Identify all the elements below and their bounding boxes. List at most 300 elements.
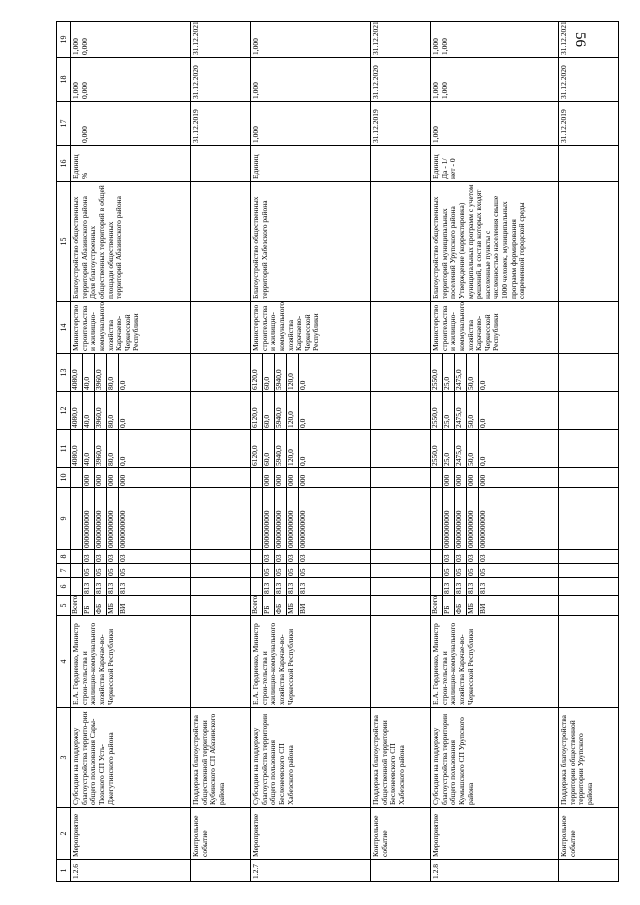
column-15-cell: Благоустройство общественных территорий Хабезского района (251, 182, 371, 302)
financing-value: 60,0 (263, 430, 275, 467)
rotated-document (56, 21, 594, 882)
column-13-cell (431, 354, 559, 392)
column-number-8: 8 (57, 550, 71, 564)
column-number-7: 7 (57, 564, 71, 578)
empty-cell (371, 354, 431, 392)
row-type: Контрольное событие (559, 808, 619, 860)
financing-value (251, 578, 263, 595)
financing-value: 120,0 (287, 430, 299, 467)
empty-cell (371, 468, 431, 488)
financing-value: 2475,0 (455, 354, 467, 391)
financing-value: МБ (467, 596, 479, 615)
column-19-cell: 1,000 (251, 22, 371, 58)
financing-value: МБ (287, 596, 299, 615)
column-number-10: 10 (57, 468, 71, 488)
column-16-cell: Единиц % (71, 146, 191, 182)
column-number-9: 9 (57, 488, 71, 550)
financing-value: 05 (467, 564, 479, 577)
column-number-4: 4 (57, 616, 71, 708)
financing-breakdown (71, 468, 130, 487)
financing-value: 05 (287, 564, 299, 577)
column-10-cell (431, 468, 559, 488)
column-10-cell (71, 468, 191, 488)
financing-value: 2550,0 (430, 445, 439, 466)
financing-value: 813 (467, 578, 479, 595)
financing-value: 0,0 (479, 354, 491, 391)
column-number-19: 19 (57, 22, 71, 58)
financing-value: 05 (455, 564, 467, 577)
row-type: Мероприятие (71, 808, 191, 860)
financing-value: 0000000000 (95, 488, 107, 549)
financing-value: 5940,0 (275, 354, 287, 391)
financing-value: 25,0 (443, 354, 455, 391)
empty-cell (191, 550, 251, 564)
financing-value: 813 (455, 578, 467, 595)
responsible-executor: Е.А. Гордиенко, Министр строи-тельства и жилищно-коммунального хозяйства Карачае-во-Черкесской Республики (251, 616, 371, 708)
financing-value: РБ (443, 596, 455, 615)
financing-value (251, 564, 263, 577)
financing-value: 2475,0 (455, 430, 467, 467)
financing-value: Всего (430, 595, 439, 614)
responsible-executor: Е.А. Гордиенко, Министр строи-тельства и жилищно-коммунального хозяйства Карачае-во-Черкесской Республики (71, 616, 191, 708)
empty-cell (371, 564, 431, 578)
responsible-executor: Е.А. Гордиенко, Министр строи-тельства и жилищно-коммунального хозяйства Карачае-во-Черкесской Республики (431, 616, 559, 708)
financing-value: 03 (83, 550, 95, 563)
empty-cell (191, 392, 251, 430)
financing-value: 80,0 (107, 430, 119, 467)
column-number-1: 1 (57, 860, 71, 882)
row-name: Поддержка благоустройства общественной территории Бесленеевского СП Хабезского района (371, 708, 431, 808)
financing-value: 05 (443, 564, 455, 577)
empty-cell (371, 182, 431, 302)
financing-value: 0,0 (119, 430, 131, 467)
financing-value: ФБ (455, 596, 467, 615)
row-number: 1.2.8 (431, 860, 559, 882)
financing-value: 0,0 (119, 392, 131, 429)
control-date: 31.12.2020 (559, 58, 619, 102)
column-10-cell (251, 468, 371, 488)
financing-value: 3960,0 (95, 354, 107, 391)
empty-cell (371, 488, 431, 550)
financing-value: 0000000000 (107, 488, 119, 549)
column-5-cell (431, 596, 559, 616)
activity-row (71, 22, 191, 882)
column-number-6: 6 (57, 578, 71, 596)
financing-value: Всего (70, 595, 79, 614)
column-number-2: 2 (57, 808, 71, 860)
column-number-16: 16 (57, 146, 71, 182)
financing-breakdown (251, 550, 310, 563)
column-15-cell: Благоустройство общественных территорий Абазинского района Доля благоустроенных общественных территорий в общей площади общественных территорий Абазинского района (71, 182, 191, 302)
financing-value: 80,0 (107, 354, 119, 391)
financing-value: 0000000000 (479, 488, 491, 549)
empty-cell (559, 302, 619, 354)
financing-value: 80,0 (107, 392, 119, 429)
financing-value: 4080,0 (70, 445, 79, 466)
financing-value (431, 550, 443, 563)
column-9-cell (251, 488, 371, 550)
column-14-cell: Министерство строительства и жилищно-коммунального хозяйства Карачаево-Черкесской Республики (71, 302, 191, 354)
financing-value: 03 (287, 550, 299, 563)
financing-breakdown (71, 550, 130, 563)
empty-cell (559, 430, 619, 468)
column-18-cell: 1,000 (251, 58, 371, 102)
column-15-cell: Благоустройство общественных территорий муниципальных поселений Урупского района Утверждение (корректировка) муниципальных программ с учетом решений, в состав которых входят населенные пункты с численностью населения свыше 1000 человек, муниципальных программ формирования современной городской среды (431, 182, 559, 302)
financing-value (71, 578, 83, 595)
financing-breakdown (251, 578, 310, 595)
column-11-cell (71, 430, 191, 468)
column-12-cell (251, 392, 371, 430)
row-name: Субсидии на поддержку благоустройства территории общего пользования Бесленеевского СП Хабезского района (251, 708, 371, 808)
empty-cell (559, 550, 619, 564)
empty-cell (559, 182, 619, 302)
control-event-row (371, 22, 431, 882)
financing-value: 50,0 (467, 354, 479, 391)
financing-value: 60,0 (263, 392, 275, 429)
financing-value: 05 (119, 564, 131, 577)
row-name: Поддержка благоустройства территории общественной территории Урупского района (559, 708, 619, 808)
financing-value: МБ (107, 596, 119, 615)
column-9-cell (431, 488, 559, 550)
financing-value (431, 468, 443, 487)
column-number-18: 18 (57, 58, 71, 102)
column-19-cell: 1,000 0,000 (71, 22, 191, 58)
column-16-cell: Единиц Да - 1/ нет - 0 (431, 146, 559, 182)
control-event-row (559, 22, 619, 882)
financing-breakdown (71, 430, 130, 467)
column-12-cell (431, 392, 559, 430)
page-number: 56 (572, 32, 588, 47)
column-6-cell (71, 578, 191, 596)
empty-cell (371, 616, 431, 708)
financing-value: 813 (287, 578, 299, 595)
financing-breakdown (431, 468, 490, 487)
column-11-cell (431, 430, 559, 468)
row-type: Контрольное событие (191, 808, 251, 860)
program-table-container (56, 21, 594, 882)
financing-value: 813 (479, 578, 491, 595)
column-8-cell (71, 550, 191, 564)
financing-value: ВИ (119, 596, 131, 615)
empty-cell (191, 564, 251, 578)
row-name: Субсидии на поддержку благоустройства террито-рии общего пользования Сары-Тюзского СП Усть-Джегутинского района (71, 708, 191, 808)
financing-breakdown (71, 596, 130, 615)
financing-value: 6120,0 (250, 369, 259, 390)
empty-cell (371, 596, 431, 616)
financing-value (251, 550, 263, 563)
empty-cell (371, 302, 431, 354)
empty-cell (191, 146, 251, 182)
row-number: 1.2.7 (251, 860, 371, 882)
control-date: 31.12.2020 (371, 58, 431, 102)
financing-value: 0,0 (479, 430, 491, 467)
financing-value: 05 (299, 564, 311, 577)
financing-value: 0000000000 (299, 488, 311, 549)
financing-value: 05 (263, 564, 275, 577)
financing-value: 5940,0 (275, 430, 287, 467)
column-13-cell (71, 354, 191, 392)
control-date: 31.12.2021 (371, 22, 431, 58)
financing-value: 03 (299, 550, 311, 563)
activity-row (251, 22, 371, 882)
financing-breakdown (251, 392, 310, 429)
financing-value: 0,0 (299, 354, 311, 391)
empty-cell (559, 564, 619, 578)
financing-breakdown (431, 550, 490, 563)
financing-value: 0,0 (119, 354, 131, 391)
financing-value: 813 (275, 578, 287, 595)
empty-cell (371, 430, 431, 468)
financing-value: 000 (275, 468, 287, 487)
column-11-cell (251, 430, 371, 468)
column-number-12: 12 (57, 392, 71, 430)
column-17-cell: 1,000 (431, 102, 559, 146)
column-19-cell: 1,000 1,000 (431, 22, 559, 58)
financing-value: 6120,0 (250, 407, 259, 428)
column-5-cell (71, 596, 191, 616)
column-6-cell (431, 578, 559, 596)
financing-value: 0000000000 (467, 488, 479, 549)
column-7-cell (71, 564, 191, 578)
financing-value: 000 (455, 468, 467, 487)
column-16-cell: Единиц (251, 146, 371, 182)
financing-value: 2550,0 (430, 369, 439, 390)
financing-value: 000 (95, 468, 107, 487)
financing-breakdown (431, 392, 490, 429)
financing-value: 3960,0 (95, 430, 107, 467)
financing-value: 5940,0 (275, 392, 287, 429)
financing-value: ФБ (95, 596, 107, 615)
column-number-14: 14 (57, 302, 71, 354)
empty-cell (191, 578, 251, 596)
program-activities-table (56, 21, 619, 882)
empty-cell (559, 392, 619, 430)
column-14-cell: Министерство строительства и жилищно-коммунального хозяйства Карачаево-Черкесской Республики (251, 302, 371, 354)
financing-value: 2475,0 (455, 392, 467, 429)
financing-value: 000 (467, 468, 479, 487)
financing-value: 25,0 (443, 392, 455, 429)
column-13-cell (251, 354, 371, 392)
financing-value: 0000000000 (455, 488, 467, 549)
financing-value: РБ (83, 596, 95, 615)
row-name: Поддержка благоустройства общественной территории Кубинского СП Абазинского района (191, 708, 251, 808)
financing-value: 05 (479, 564, 491, 577)
financing-value: 0000000000 (275, 488, 287, 549)
control-date: 31.12.2020 (191, 58, 251, 102)
financing-breakdown (431, 596, 490, 615)
financing-value: 2550,0 (430, 407, 439, 428)
financing-value: ВИ (479, 596, 491, 615)
financing-value: 120,0 (287, 392, 299, 429)
financing-value: РБ (263, 596, 275, 615)
financing-value: 0000000000 (443, 488, 455, 549)
financing-value: 03 (119, 550, 131, 563)
financing-value: 05 (107, 564, 119, 577)
financing-value: 05 (275, 564, 287, 577)
financing-value: 0,0 (299, 430, 311, 467)
financing-value: 000 (287, 468, 299, 487)
financing-value: 0000000000 (287, 488, 299, 549)
control-date: 31.12.2021 (559, 22, 619, 58)
financing-value (431, 564, 443, 577)
financing-breakdown (71, 564, 130, 577)
financing-value: 0000000000 (119, 488, 131, 549)
financing-value: Всего (250, 595, 259, 614)
column-18-cell: 1,000 0,000 (71, 58, 191, 102)
financing-value: 50,0 (467, 392, 479, 429)
financing-value: 120,0 (287, 354, 299, 391)
financing-value (251, 488, 263, 549)
financing-breakdown (251, 488, 310, 549)
financing-breakdown (251, 354, 310, 391)
column-number-5: 5 (57, 596, 71, 616)
financing-value: 813 (107, 578, 119, 595)
financing-value: 03 (95, 550, 107, 563)
financing-value: 813 (95, 578, 107, 595)
financing-value: 03 (275, 550, 287, 563)
row-name: Субсидии на поддержку благоустройства территории общего пользования Кумышского СП Урупского района (431, 708, 559, 808)
empty-cell (191, 354, 251, 392)
empty-cell (191, 616, 251, 708)
empty-cell (191, 182, 251, 302)
financing-value: 40,0 (83, 430, 95, 467)
row-number (559, 860, 619, 882)
empty-cell (559, 468, 619, 488)
financing-breakdown (71, 578, 130, 595)
financing-value: 000 (479, 468, 491, 487)
empty-cell (559, 616, 619, 708)
financing-value: 000 (299, 468, 311, 487)
row-number (191, 860, 251, 882)
empty-cell (191, 430, 251, 468)
empty-cell (559, 354, 619, 392)
empty-cell (371, 392, 431, 430)
column-17-cell: 0,000 (71, 102, 191, 146)
financing-value: 0000000000 (263, 488, 275, 549)
financing-value: 25,0 (443, 430, 455, 467)
control-event-row (191, 22, 251, 882)
financing-breakdown (71, 392, 130, 429)
column-number-13: 13 (57, 354, 71, 392)
column-number-3: 3 (57, 708, 71, 808)
financing-breakdown (251, 564, 310, 577)
empty-cell (191, 468, 251, 488)
column-number-11: 11 (57, 430, 71, 468)
column-7-cell (431, 564, 559, 578)
empty-cell (371, 578, 431, 596)
financing-value: 813 (299, 578, 311, 595)
empty-cell (371, 146, 431, 182)
financing-value: 000 (119, 468, 131, 487)
financing-value: 000 (107, 468, 119, 487)
control-date: 31.12.2021 (191, 22, 251, 58)
financing-value: 50,0 (467, 430, 479, 467)
financing-value: 813 (263, 578, 275, 595)
financing-value: 05 (95, 564, 107, 577)
empty-cell (371, 550, 431, 564)
financing-value: 4080,0 (70, 407, 79, 428)
row-type: Контрольное событие (371, 808, 431, 860)
column-8-cell (431, 550, 559, 564)
empty-cell (191, 488, 251, 550)
financing-value: 03 (107, 550, 119, 563)
financing-breakdown (251, 430, 310, 467)
empty-cell (559, 596, 619, 616)
financing-value (71, 468, 83, 487)
financing-value: 03 (467, 550, 479, 563)
financing-value (431, 488, 443, 549)
financing-value: ВИ (299, 596, 311, 615)
column-9-cell (71, 488, 191, 550)
financing-value: 000 (263, 468, 275, 487)
financing-value: 40,0 (83, 354, 95, 391)
empty-cell (559, 488, 619, 550)
financing-breakdown (251, 468, 310, 487)
column-number-17: 17 (57, 102, 71, 146)
financing-breakdown (431, 564, 490, 577)
financing-value: 03 (263, 550, 275, 563)
financing-value: 0,0 (479, 392, 491, 429)
financing-value: 6120,0 (250, 445, 259, 466)
financing-breakdown (431, 354, 490, 391)
column-8-cell (251, 550, 371, 564)
financing-value: 05 (83, 564, 95, 577)
financing-value: ФБ (275, 596, 287, 615)
financing-value (71, 564, 83, 577)
column-number-15: 15 (57, 182, 71, 302)
column-5-cell (251, 596, 371, 616)
empty-cell (191, 302, 251, 354)
financing-value: 813 (443, 578, 455, 595)
financing-value (71, 550, 83, 563)
financing-value: 03 (479, 550, 491, 563)
financing-value: 813 (83, 578, 95, 595)
financing-value: 000 (443, 468, 455, 487)
financing-value: 3960,0 (95, 392, 107, 429)
column-12-cell (71, 392, 191, 430)
activity-row (431, 22, 559, 882)
financing-value (431, 578, 443, 595)
column-6-cell (251, 578, 371, 596)
control-date: 31.12.2019 (371, 102, 431, 146)
financing-value (71, 488, 83, 549)
financing-breakdown (251, 596, 310, 615)
financing-value: 60,0 (263, 354, 275, 391)
row-number (371, 860, 431, 882)
financing-value: 000 (83, 468, 95, 487)
header-row (57, 22, 71, 882)
control-date: 31.12.2019 (559, 102, 619, 146)
financing-value: 4080,0 (70, 369, 79, 390)
financing-breakdown (71, 488, 130, 549)
column-17-cell: 1,000 (251, 102, 371, 146)
financing-breakdown (431, 578, 490, 595)
column-14-cell: Министерство строительства и жилищно-коммунального хозяйства Карачаево-Черкесской Республики (431, 302, 559, 354)
financing-value: 813 (119, 578, 131, 595)
financing-value: 40,0 (83, 392, 95, 429)
column-7-cell (251, 564, 371, 578)
financing-value: 03 (443, 550, 455, 563)
financing-breakdown (431, 430, 490, 467)
empty-cell (191, 596, 251, 616)
column-18-cell: 1,000 1,000 (431, 58, 559, 102)
control-date: 31.12.2019 (191, 102, 251, 146)
empty-cell (559, 146, 619, 182)
empty-cell (559, 578, 619, 596)
financing-value: 0000000000 (83, 488, 95, 549)
row-type: Мероприятие (251, 808, 371, 860)
financing-breakdown (71, 354, 130, 391)
